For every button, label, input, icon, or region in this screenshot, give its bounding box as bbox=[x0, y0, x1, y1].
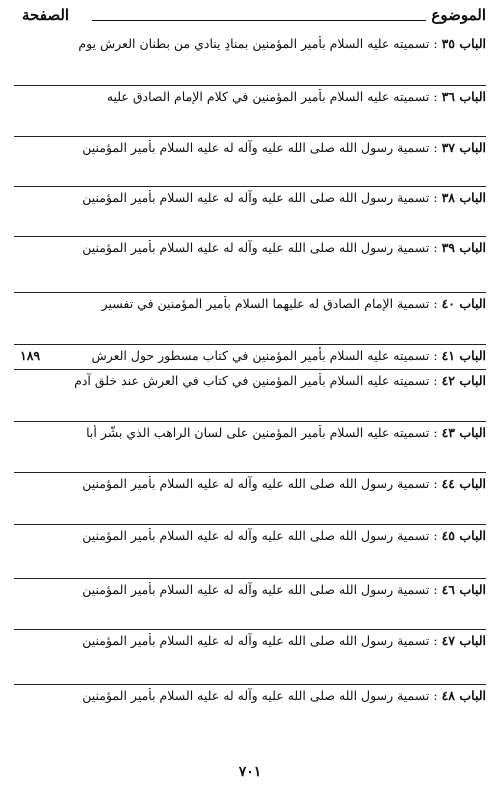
chapter-label: الباب ٤٥ bbox=[441, 528, 486, 543]
toc-entry bbox=[14, 296, 486, 342]
entry-separator bbox=[14, 344, 486, 345]
header-rule bbox=[92, 20, 426, 21]
chapter-label: الباب ٤٦ bbox=[441, 582, 486, 597]
chapter-label: الباب ٤٧ bbox=[441, 633, 486, 648]
entry-first-line bbox=[14, 89, 486, 104]
page-column-title: الصفحة bbox=[22, 6, 70, 24]
entry-separator bbox=[14, 292, 486, 293]
topic-column-title: الموضوع bbox=[431, 6, 486, 24]
toc-entry bbox=[14, 528, 486, 574]
chapter-label: الباب ٤٢ bbox=[441, 373, 486, 388]
entry-first-line bbox=[14, 633, 486, 648]
chapter-label: الباب ٣٩ bbox=[441, 240, 486, 255]
entry-title: : تسمية الإمام الصادق له عليهما السلام بأمير المؤمنين في تفسير bbox=[101, 296, 438, 311]
toc-entry bbox=[14, 36, 486, 82]
entry-separator bbox=[14, 472, 486, 473]
entry-first-line bbox=[14, 190, 486, 205]
entry-title: : تسميته عليه السلام بأمير المؤمنين في كتاب في العرش عند خلق آدم bbox=[74, 373, 438, 388]
entry-page-number: ١٨٩ bbox=[20, 348, 41, 363]
entry-title: : تسمية رسول الله صلى الله عليه وآله له عليه السلام بأمير المؤمنين bbox=[82, 688, 438, 703]
entry-title: : تسمية رسول الله صلى الله عليه وآله له عليه السلام بأمير المؤمنين bbox=[82, 476, 438, 491]
toc-entry bbox=[14, 140, 486, 186]
entry-first-line bbox=[14, 296, 486, 311]
toc-entry bbox=[14, 373, 486, 419]
entry-separator bbox=[14, 136, 486, 137]
entry-separator bbox=[14, 85, 486, 86]
entry-first-line bbox=[14, 582, 486, 597]
toc-entry bbox=[14, 89, 486, 135]
chapter-label: الباب ٣٥ bbox=[441, 36, 486, 51]
toc-entry bbox=[14, 476, 486, 522]
entry-title: : تسميته عليه السلام بأمير المؤمنين في كتاب مسطور حول العرش bbox=[91, 348, 438, 363]
entry-first-line bbox=[14, 688, 486, 703]
entry-first-line bbox=[14, 425, 486, 440]
chapter-label: الباب ٣٨ bbox=[441, 190, 486, 205]
toc-entry bbox=[14, 633, 486, 679]
toc-entry bbox=[14, 348, 486, 370]
chapter-label: الباب ٣٦ bbox=[441, 89, 486, 104]
entry-separator bbox=[14, 524, 486, 525]
entry-text bbox=[91, 348, 486, 363]
entry-first-line bbox=[14, 528, 486, 543]
entry-separator bbox=[14, 186, 486, 187]
toc-entry bbox=[14, 582, 486, 628]
chapter-label: الباب ٤٤ bbox=[441, 476, 486, 491]
entry-first-line bbox=[14, 373, 486, 388]
toc-entry bbox=[14, 190, 486, 236]
toc-entry bbox=[14, 240, 486, 286]
chapter-label: الباب ٤١ bbox=[441, 348, 486, 363]
entry-separator bbox=[14, 684, 486, 685]
entry-title: : تسمية رسول الله صلى الله عليه وآله له عليه السلام بأمير المؤمنين bbox=[82, 240, 438, 255]
entry-title: : تسمية رسول الله صلى الله عليه وآله له عليه السلام بأمير المؤمنين bbox=[82, 190, 438, 205]
page-number: ٧٠١ bbox=[238, 764, 262, 780]
chapter-label: الباب ٤٨ bbox=[441, 688, 486, 703]
entry-first-line bbox=[14, 36, 486, 51]
entry-title: : تسميته عليه السلام بأمير المؤمنين في كلام الإمام الصادق عليه bbox=[106, 89, 438, 104]
toc-header bbox=[22, 6, 486, 28]
toc-entry bbox=[14, 425, 486, 471]
entry-first-line bbox=[14, 240, 486, 255]
entry-separator bbox=[14, 578, 486, 579]
entry-separator bbox=[14, 629, 486, 630]
entry-title: : تسمية رسول الله صلى الله عليه وآله له عليه السلام بأمير المؤمنين bbox=[82, 582, 438, 597]
toc-entry bbox=[14, 688, 486, 734]
entry-separator bbox=[14, 369, 486, 370]
entry-title: : تسميته عليه السلام بأمير المؤمنين بمنادٍ ينادي من بطنان العرش يوم bbox=[78, 36, 438, 51]
entry-title: : تسميته عليه السلام بأمير المؤمنين على لسان الراهب الذي بشّر أبا bbox=[86, 425, 438, 440]
entry-first-line bbox=[14, 140, 486, 155]
entry-title: : تسمية رسول الله صلى الله عليه وآله له عليه السلام بأمير المؤمنين bbox=[82, 633, 438, 648]
entry-title: : تسمية رسول الله صلى الله عليه وآله له عليه السلام بأمير المؤمنين bbox=[82, 528, 438, 543]
chapter-label: الباب ٣٧ bbox=[441, 140, 486, 155]
entry-first-line bbox=[14, 476, 486, 491]
entry-title: : تسمية رسول الله صلى الله عليه وآله له عليه السلام بأمير المؤمنين bbox=[82, 140, 438, 155]
chapter-label: الباب ٤٠ bbox=[441, 296, 486, 311]
chapter-label: الباب ٤٣ bbox=[441, 425, 486, 440]
entry-separator bbox=[14, 421, 486, 422]
entry-separator bbox=[14, 236, 486, 237]
